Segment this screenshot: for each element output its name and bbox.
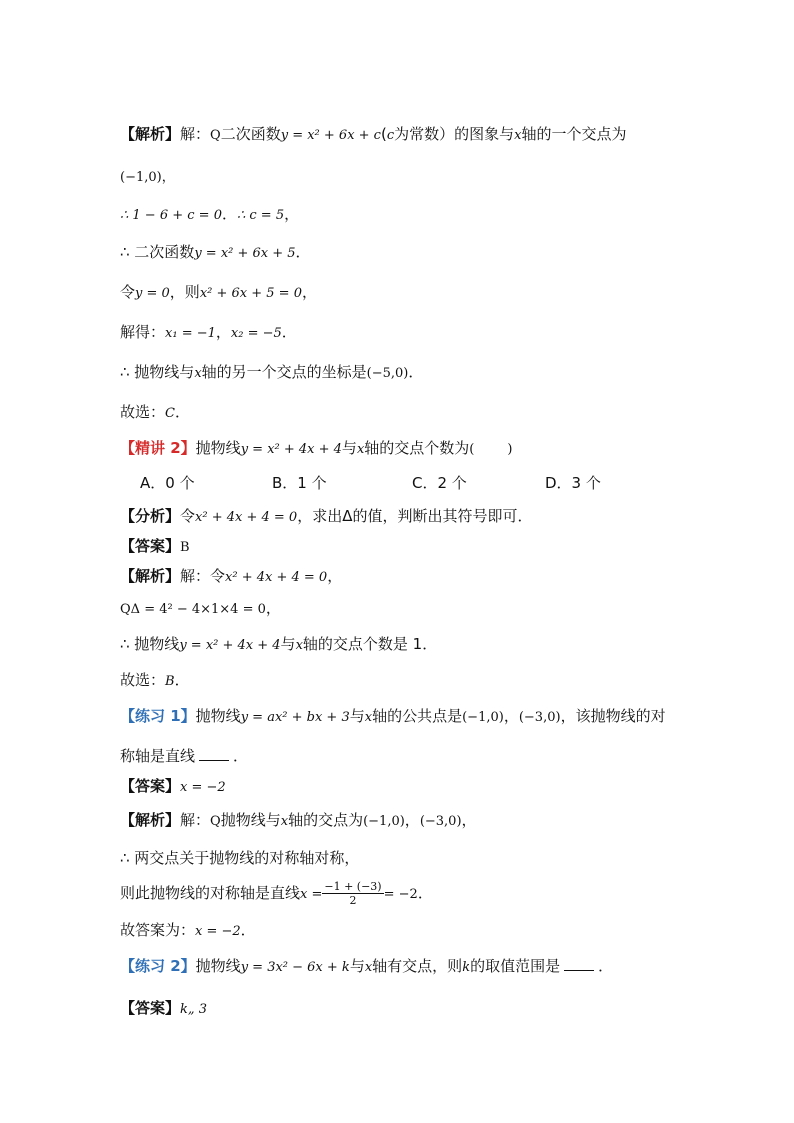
text: ， [265, 599, 281, 617]
jiexi-line-4 [120, 242, 311, 264]
answer-tag: 【答案】 [120, 999, 181, 1017]
text: ， [503, 707, 519, 725]
text: 故选： [120, 403, 166, 421]
math-function: y = ax² + bx + 3 [240, 710, 350, 725]
text: 轴的另一个交点的坐标是 [201, 363, 367, 381]
fraction-denominator: 2 [349, 894, 357, 907]
text: 轴的交点个数是 1． [302, 635, 438, 653]
math-point: (−5,0) [366, 366, 409, 381]
text: ． [174, 671, 190, 689]
text: 称轴是直线 [120, 747, 196, 765]
math-point: (−1,0) [363, 814, 405, 829]
option-a: A．0 个 [140, 474, 195, 492]
text: ，则 [169, 283, 200, 301]
because-symbol: Q [210, 814, 221, 829]
math-c: c [386, 128, 395, 143]
answer-value: k„ 3 [180, 1002, 208, 1017]
text: ． [240, 921, 256, 939]
text: ． [233, 747, 249, 765]
text: 轴的公共点是 [372, 707, 463, 725]
math-point: (−3,0) [419, 814, 462, 829]
option-d: D．3 个 [545, 474, 601, 492]
text: 令 [180, 507, 196, 525]
answer-tag: 【答案】 [120, 777, 181, 795]
text: 的取值范围是 [470, 957, 561, 975]
text: 抛物线与 [220, 811, 281, 829]
text: ， [301, 283, 317, 301]
lianxi2-tag: 【练习 2】 [120, 957, 196, 975]
text: ∴ 抛物线与 [120, 363, 195, 381]
option-c: C．2 个 [412, 474, 467, 492]
answer-tag: 【答案】 [120, 537, 181, 555]
jingjiang2-conclusion [120, 634, 437, 656]
text: ． [408, 363, 424, 381]
math-x: x [194, 366, 202, 381]
jingjiang2-delta [120, 598, 281, 620]
lianxi1-question [120, 706, 666, 728]
math-x: x [364, 710, 373, 725]
math-result: = −2 [383, 887, 418, 902]
jiexi-line-3 [120, 204, 299, 226]
answer-blank[interactable] [564, 970, 594, 971]
text: 故答案为： [120, 921, 196, 939]
text: ． [598, 957, 614, 975]
answer-value: B [180, 540, 190, 555]
math-eq: x² + 4x + 4 = 0 [195, 510, 298, 525]
lianxi2-question [120, 956, 613, 978]
answer-value: x = −2 [180, 780, 226, 795]
math-function: y = x² + 4x + 4 [240, 442, 342, 457]
text: ． [281, 323, 297, 341]
text: 解： [180, 811, 211, 829]
math-answer: x = −2 [195, 924, 241, 939]
math-delta: Δ = 4² − 4×1×4 = 0 [130, 602, 266, 617]
lianxi1-final [120, 920, 256, 942]
math-x: x [280, 814, 289, 829]
analysis-tag: 【分析】 [120, 507, 181, 525]
math-choice: B [165, 674, 175, 689]
math-function: y = x² + 6x + c [280, 128, 381, 143]
math-function: y = x² + 4x + 4 [179, 638, 281, 653]
text: 令 [120, 283, 136, 301]
text: 轴的交点个数为 [364, 439, 470, 457]
math-k: k [462, 960, 471, 975]
text: 轴的一个交点为 [521, 125, 627, 143]
text: ，该抛物线的对 [560, 707, 666, 725]
text: 抛物线 [195, 707, 241, 725]
math-point: (−3,0) [518, 710, 561, 725]
math-function: y = x² + 6x + 5 [194, 246, 296, 261]
text: 解： [180, 125, 211, 143]
lianxi1-question-2 [120, 746, 248, 766]
text: 为常数）的图象与 [394, 125, 515, 143]
math-point: (−1,0)， [120, 170, 175, 185]
text: 抛物线 [195, 439, 241, 457]
math-x: x [364, 960, 373, 975]
text: 解得： [120, 323, 166, 341]
text: ． [174, 403, 190, 421]
text: ∴ 抛物线 [120, 635, 180, 653]
lianxi1-tag: 【练习 1】 [120, 707, 196, 725]
text: ， [215, 323, 231, 341]
jingjiang2-choose [120, 670, 190, 692]
jiexi-line-8 [120, 402, 190, 424]
text: ． [295, 243, 311, 261]
text: ， [284, 205, 300, 223]
math-point: (−1,0) [462, 710, 504, 725]
jiexi-tag: 【解析】 [120, 567, 181, 585]
text: 与 [349, 707, 365, 725]
text: ，求出Δ的值，判断出其符号即可． [297, 507, 533, 525]
because-symbol: Q [120, 602, 131, 617]
text: 轴有交点，则 [372, 957, 463, 975]
text: ， [461, 811, 477, 829]
text: ， [404, 811, 420, 829]
jingjiang2-question [120, 438, 513, 460]
text: ． [221, 205, 237, 223]
text: ． [417, 884, 433, 902]
jiexi-tag: 【解析】 [120, 811, 181, 829]
jingjiang2-analysis [120, 506, 532, 528]
text: ， [327, 567, 343, 585]
text: 与 [280, 635, 296, 653]
text: 解：令 [180, 567, 226, 585]
lianxi1-axis [120, 880, 433, 907]
math-root: x₁ = −1 [165, 326, 216, 341]
math-x: x [514, 128, 522, 143]
math-x: x [295, 638, 303, 653]
jiexi-line-5 [120, 282, 317, 304]
math-eq: x² + 6x + 5 = 0 [199, 286, 302, 301]
lianxi1-symmetry [120, 848, 359, 868]
math-eq: ∴ 1 − 6 + c = 0 [120, 208, 222, 223]
text: 故选： [120, 671, 166, 689]
jiexi-line-7 [120, 362, 423, 384]
text: 轴的交点为 [288, 811, 364, 829]
fraction [322, 880, 383, 907]
text: 则此抛物线的对称轴是直线 [120, 884, 301, 902]
math-eq: x² + 4x + 4 = 0 [225, 570, 328, 585]
text: 与 [349, 957, 365, 975]
jingjiang2-jiexi [120, 566, 342, 588]
math-choice: C [165, 406, 175, 421]
jiexi-line-1 [120, 124, 626, 146]
math-function: y = 3x² − 6x + k [240, 960, 350, 975]
because-symbol: Q [210, 128, 221, 143]
text: 与 [341, 439, 357, 457]
math-root: x₂ = −5 [230, 326, 282, 341]
answer-paren: ( ) [469, 442, 513, 457]
text: ∴ 二次函数 [120, 243, 195, 261]
text: 二次函数 [220, 125, 281, 143]
math-x-eq: x = [300, 887, 323, 902]
text: ∴ 两交点关于抛物线的对称轴对称， [120, 849, 360, 867]
text: 抛物线 [195, 957, 241, 975]
lianxi1-jiexi [120, 810, 477, 832]
jiexi-line-6 [120, 322, 297, 344]
jiexi-tag: 【解析】 [120, 125, 181, 143]
fraction-numerator: −1 + (−3) [324, 880, 382, 893]
lianxi1-answer [120, 776, 226, 798]
lianxi2-answer [120, 998, 207, 1020]
math-eq: ∴ c = 5 [236, 208, 285, 223]
jiexi-line-2 [120, 166, 175, 188]
jingjiang2-tag: 【精讲 2】 [120, 439, 196, 457]
text: ( [380, 125, 387, 143]
math-eq: y = 0 [135, 286, 170, 301]
math-x: x [356, 442, 365, 457]
answer-blank[interactable] [199, 760, 229, 761]
jingjiang2-answer [120, 536, 190, 558]
option-b: B．1 个 [272, 474, 327, 492]
